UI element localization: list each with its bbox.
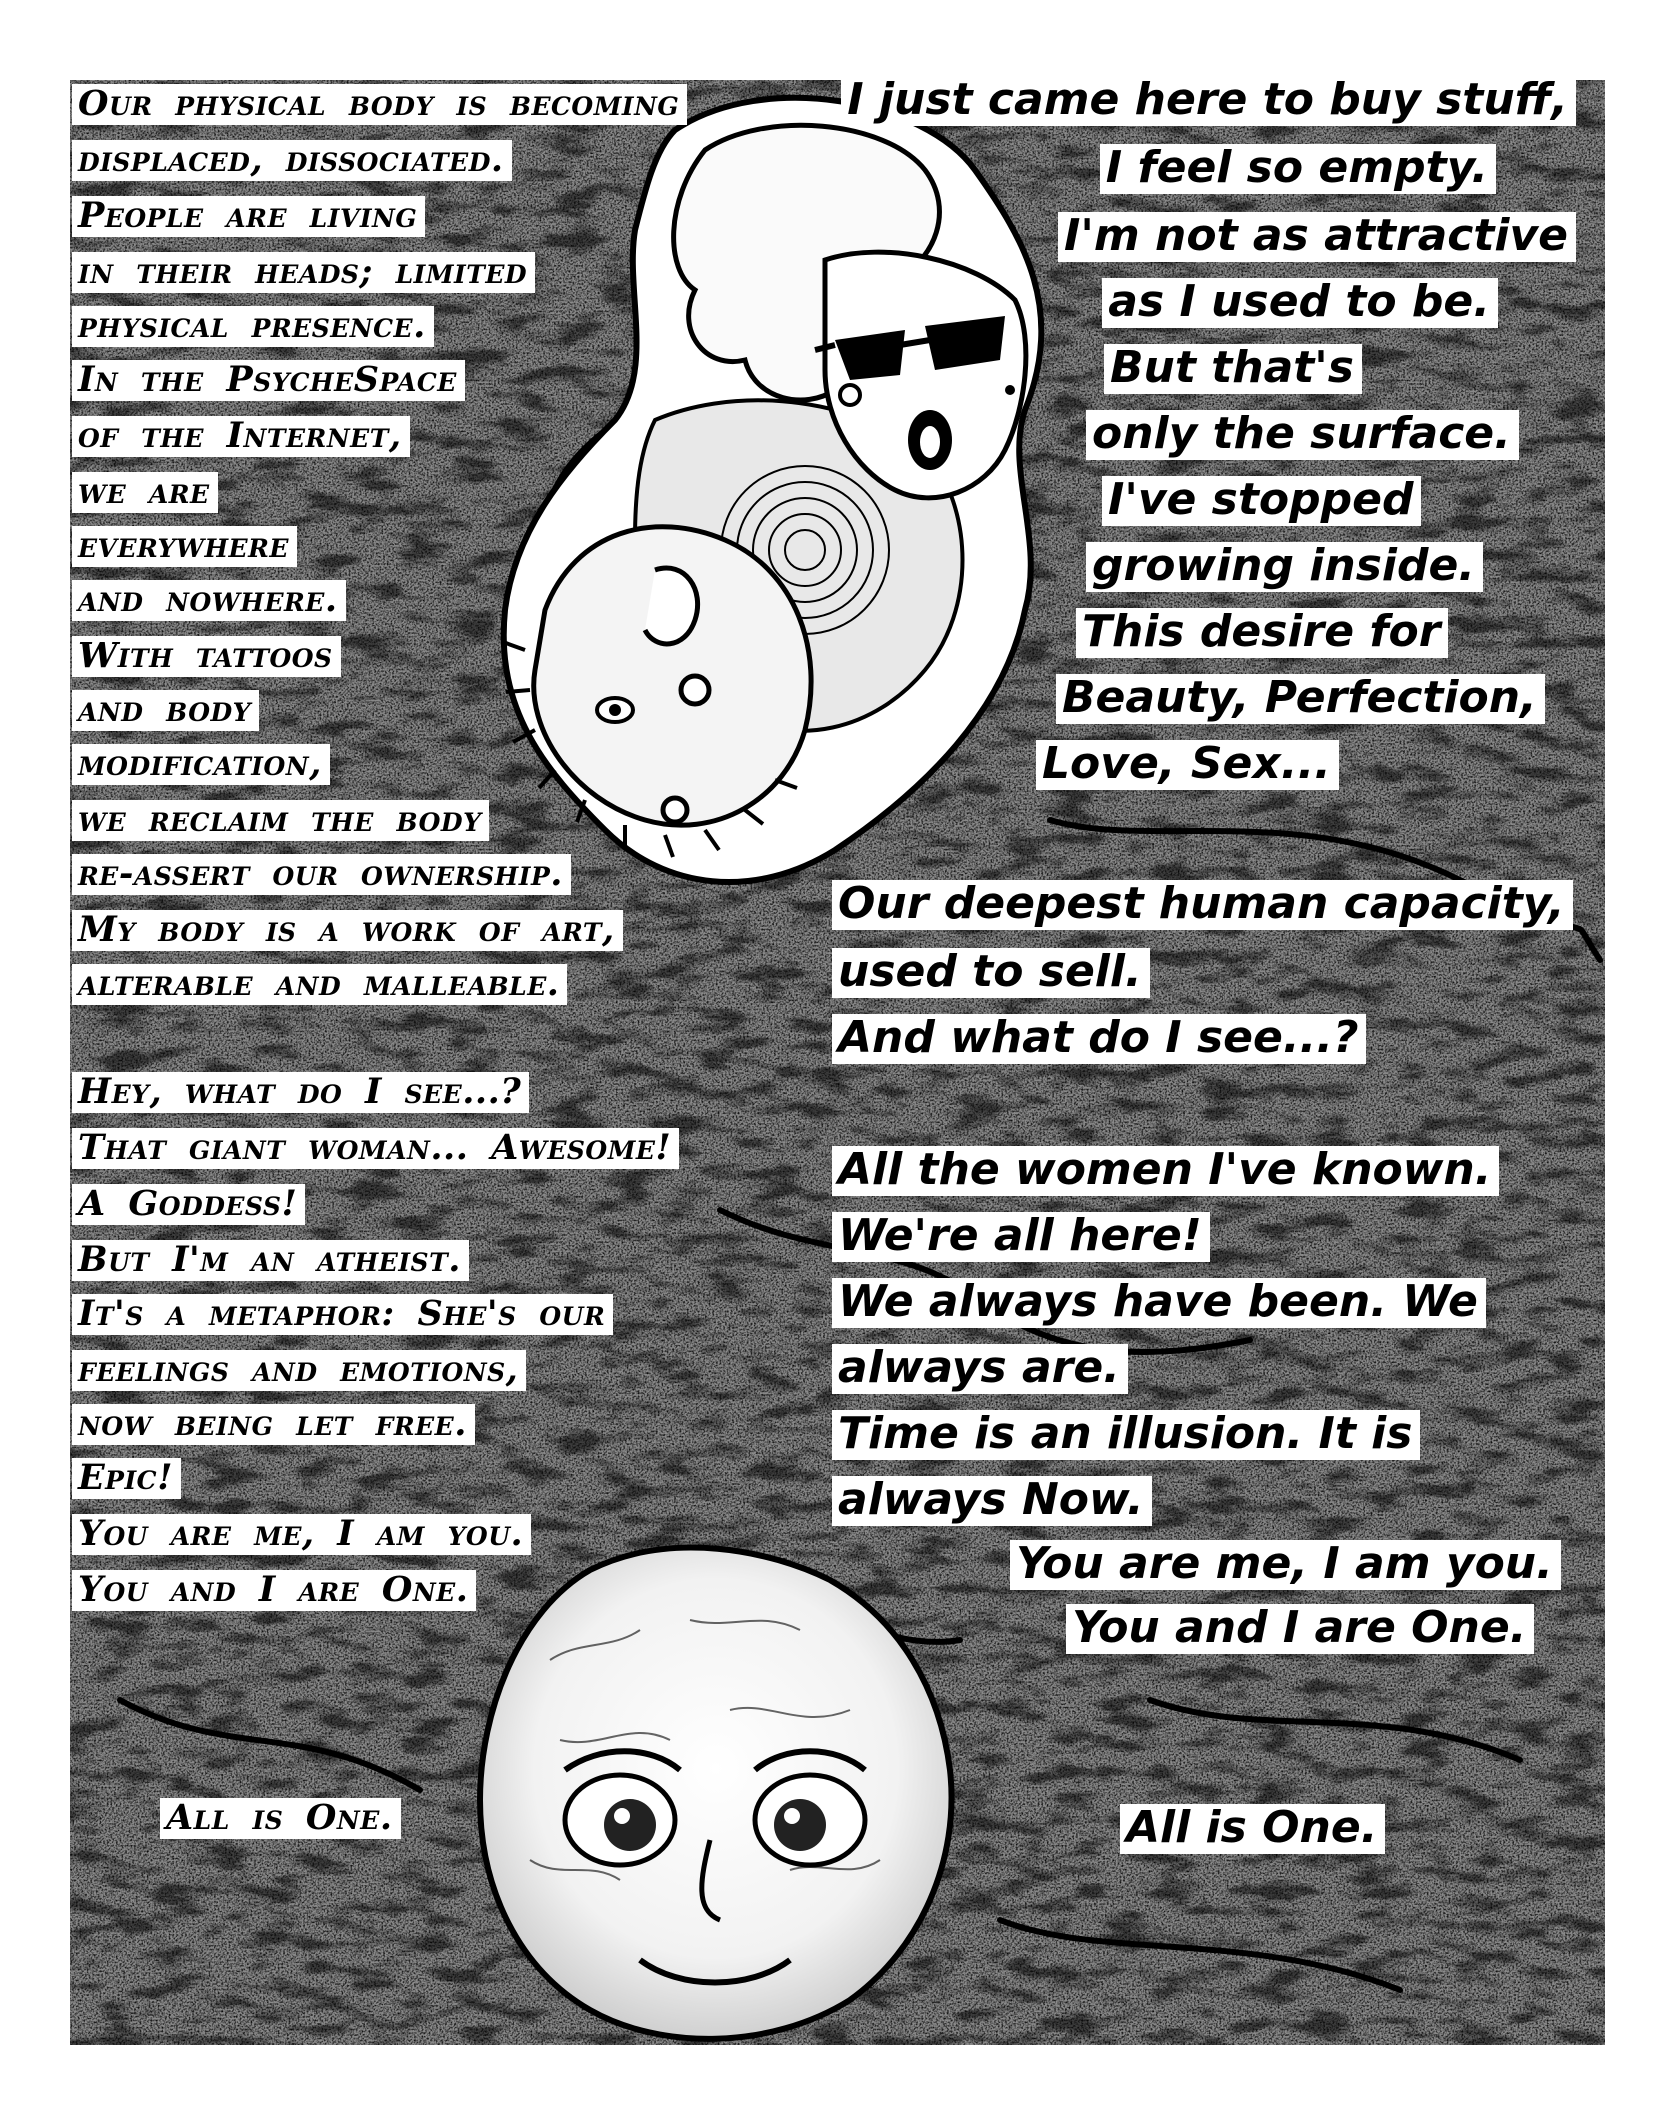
bottom-illustration: [480, 1548, 952, 2039]
left-text-line: re-assert our ownership.: [72, 854, 571, 895]
right-text-line: I feel so empty.: [1100, 144, 1496, 194]
left-text-line: in their heads; limited: [72, 252, 535, 293]
left-text-line: and body: [72, 690, 259, 731]
left-text-line: With tattoos: [72, 636, 341, 677]
right-text-line: I'm not as attractive: [1058, 212, 1576, 262]
left-text-line: alterable and malleable.: [72, 964, 567, 1005]
left-text-line: we are: [72, 472, 218, 513]
left-text-line: physical presence.: [72, 306, 434, 347]
right-text-line: growing inside.: [1086, 542, 1483, 592]
right-text-line: And what do I see...?: [832, 1014, 1366, 1064]
right-text-line: only the surface.: [1086, 410, 1519, 460]
right-text-line: always are.: [832, 1344, 1128, 1394]
right-text-line: Love, Sex...: [1036, 740, 1339, 790]
all-is-one-label-left: All is One.: [160, 1798, 401, 1839]
left-text-line: That giant woman... Awesome!: [72, 1128, 679, 1169]
left-text-line: Epic!: [72, 1458, 181, 1499]
right-text-line: always Now.: [832, 1476, 1152, 1526]
left-text-line: now being let free.: [72, 1404, 475, 1445]
left-text-line: and nowhere.: [72, 580, 346, 621]
left-text-line: we reclaim the body: [72, 800, 489, 841]
left-text-line: modification,: [72, 744, 330, 785]
right-text-line: You and I are One.: [1066, 1604, 1534, 1654]
right-text-line: We always have been. We: [832, 1278, 1486, 1328]
right-text-line: We're all here!: [832, 1212, 1210, 1262]
left-text-line: But I'm an atheist.: [72, 1240, 469, 1281]
right-text-line: I just came here to buy stuff,: [841, 76, 1576, 126]
left-text-line: You are me, I am you.: [72, 1514, 531, 1555]
left-text-line: Hey, what do I see...?: [72, 1072, 529, 1113]
left-text-line: It's a metaphor: She's our: [72, 1294, 613, 1335]
left-text-line: displaced, dissociated.: [72, 140, 512, 181]
left-text-line: In the PsycheSpace: [72, 360, 465, 401]
right-text-line: Beauty, Perfection,: [1056, 674, 1545, 724]
right-text-line: Time is an illusion. It is: [832, 1410, 1420, 1460]
left-text-line: A Goddess!: [72, 1184, 305, 1225]
right-text-line: But that's: [1104, 344, 1362, 394]
right-text-line: All the women I've known.: [832, 1146, 1499, 1196]
right-text-line: This desire for: [1076, 608, 1448, 658]
left-text-line: of the Internet,: [72, 416, 410, 457]
left-text-line: My body is a work of art,: [72, 910, 623, 951]
left-text-line: feelings and emotions,: [72, 1350, 526, 1391]
left-text-line: People are living: [72, 196, 425, 237]
right-text-line: Our deepest human capacity,: [832, 880, 1573, 930]
right-text-line: I've stopped: [1102, 476, 1421, 526]
right-text-line: used to sell.: [832, 948, 1150, 998]
right-text-line: You are me, I am you.: [1010, 1540, 1561, 1590]
left-text-line: everywhere: [72, 526, 297, 567]
left-text-line: Our physical body is becoming: [72, 84, 687, 125]
left-text-line: You and I are One.: [72, 1570, 476, 1611]
right-text-line: as I used to be.: [1102, 278, 1498, 328]
all-is-one-label-right: All is One.: [1120, 1804, 1385, 1854]
